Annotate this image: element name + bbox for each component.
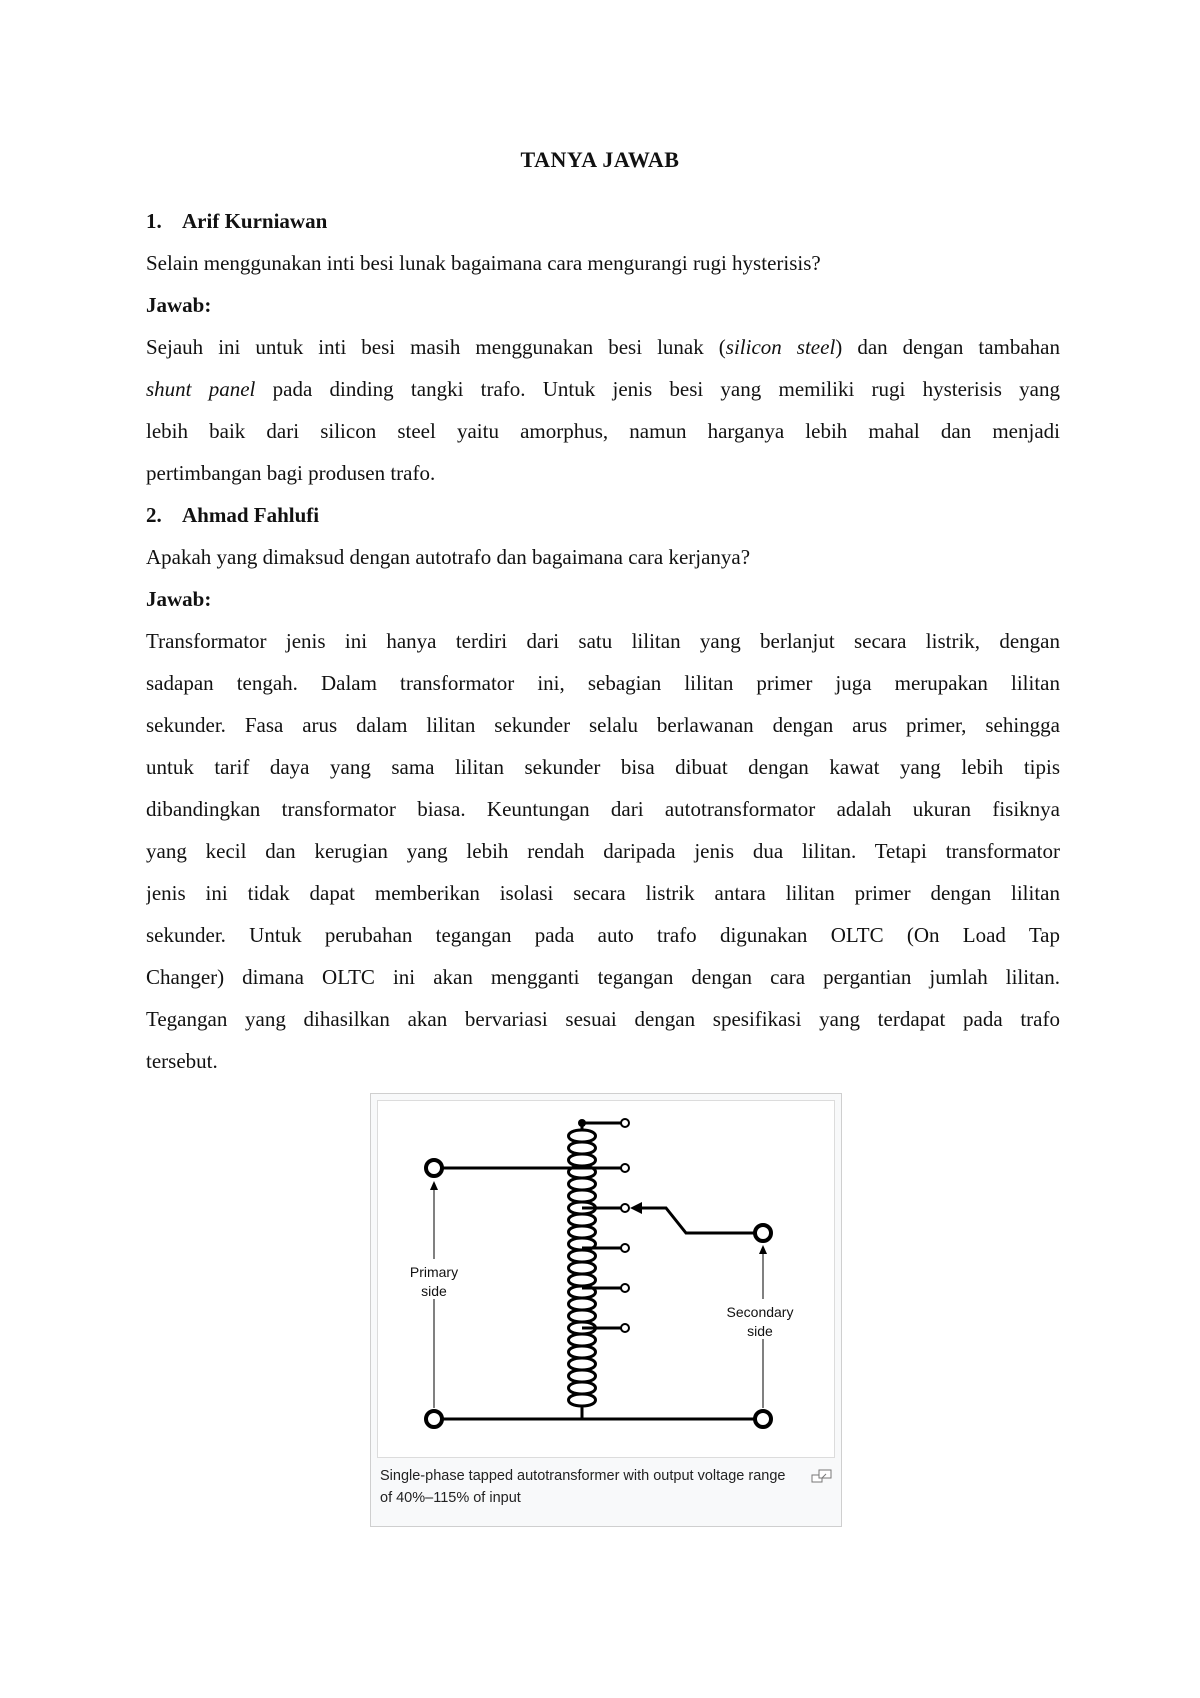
primary-label: Primary [409,1264,459,1280]
figure-image-frame [377,1100,835,1458]
tap-terminal [621,1244,629,1252]
secondary-top-terminal [755,1225,771,1241]
answer-line: Transformator jenis ini hanya terdiri dari satu lilitan yang berlanjut secara listrik, dengan [146,629,1060,653]
answer-line: yang kecil dan kerugian yang lebih rendah daripada jenis dua lilitan. Tetapi transformator [146,839,1060,863]
question-number: 2. [146,503,162,527]
coil-winding [569,1130,596,1419]
tap-terminal [621,1284,629,1292]
tap-terminal [621,1119,629,1127]
tap-terminal [621,1204,629,1212]
page-title: TANYA JAWAB [520,147,680,172]
answer-line: sekunder. Untuk perubahan tegangan pada auto trafo digunakan OLTC (On Load Tap [146,923,1060,947]
question-heading-1 [146,200,1060,242]
autotransformer-figure [370,1093,842,1527]
secondary-bottom-terminal [755,1411,771,1427]
top-junction-dot [578,1119,586,1127]
qa-section-2 [146,494,1060,1082]
answer-line: tersebut. [146,1049,218,1073]
answer-line: dibandingkan transformator biasa. Keuntungan dari autotransformator adalah ukuran fisiknya [146,797,1060,821]
answer-line: sekunder. Fasa arus dalam lilitan sekunder selalu berlawanan dengan arus primer, sehingga [146,713,1060,737]
answer-line: sadapan tengah. Dalam transformator ini, sebagian lilitan primer juga merupakan lilitan [146,671,1060,695]
answer-line: pertimbangan bagi produsen trafo. [146,461,436,485]
asker-name: Ahmad Fahlufi [182,503,320,527]
tap-terminal [621,1164,629,1172]
answer-line: lebih baik dari silicon steel yaitu amorphus, namun harganya lebih mahal dan menjadi [146,419,1060,443]
secondary-label: side [747,1323,773,1339]
primary-arrowhead [430,1181,438,1190]
answer-label: Jawab: [146,587,212,611]
question-number: 1. [146,209,162,233]
answer-line: Tegangan yang dihasilkan akan bervariasi sesuai dengan spesifikasi yang terdapat pada trafo [146,1007,1060,1031]
autotransformer-diagram [378,1101,834,1457]
tap-selector-arm [638,1208,763,1233]
asker-name: Arif Kurniawan [182,209,328,233]
question-text: Apakah yang dimaksud dengan autotrafo dan bagaimana cara kerjanya? [146,545,751,569]
question-heading-2 [146,494,1060,536]
qa-section-1 [146,200,1060,494]
secondary-arrowhead [759,1245,767,1254]
answer-line: untuk tarif daya yang sama lilitan sekunder bisa dibuat dengan kawat yang lebih tipis [146,755,1060,779]
primary-bottom-terminal [426,1411,442,1427]
selector-arrowhead [630,1202,642,1214]
question-text: Selain menggunakan inti besi lunak bagaimana cara mengurangi rugi hysterisis? [146,251,821,275]
answer-line: Sejauh ini untuk inti besi masih menggunakan besi lunak (silicon steel) dan dengan tambahan [146,335,1060,359]
answer-line: jenis ini tidak dapat memberikan isolasi secara listrik antara lilitan primer dengan lilitan [146,881,1060,905]
primary-top-terminal [426,1160,442,1176]
figure-caption: Single-phase tapped autotransformer with output voltage range of 40%–115% of input [380,1468,786,1506]
secondary-label: Secondary [726,1304,794,1320]
magnify-icon[interactable] [811,1469,833,1483]
answer-line: shunt panel pada dinding tangki trafo. Untuk jenis besi yang memiliki rugi hysterisis yang [146,377,1060,401]
primary-label: side [421,1283,447,1299]
tap-terminal [621,1324,629,1332]
answer-label: Jawab: [146,293,212,317]
answer-line: Changer) dimana OLTC ini akan mengganti tegangan dengan cara pergantian jumlah lilitan. [146,965,1060,989]
